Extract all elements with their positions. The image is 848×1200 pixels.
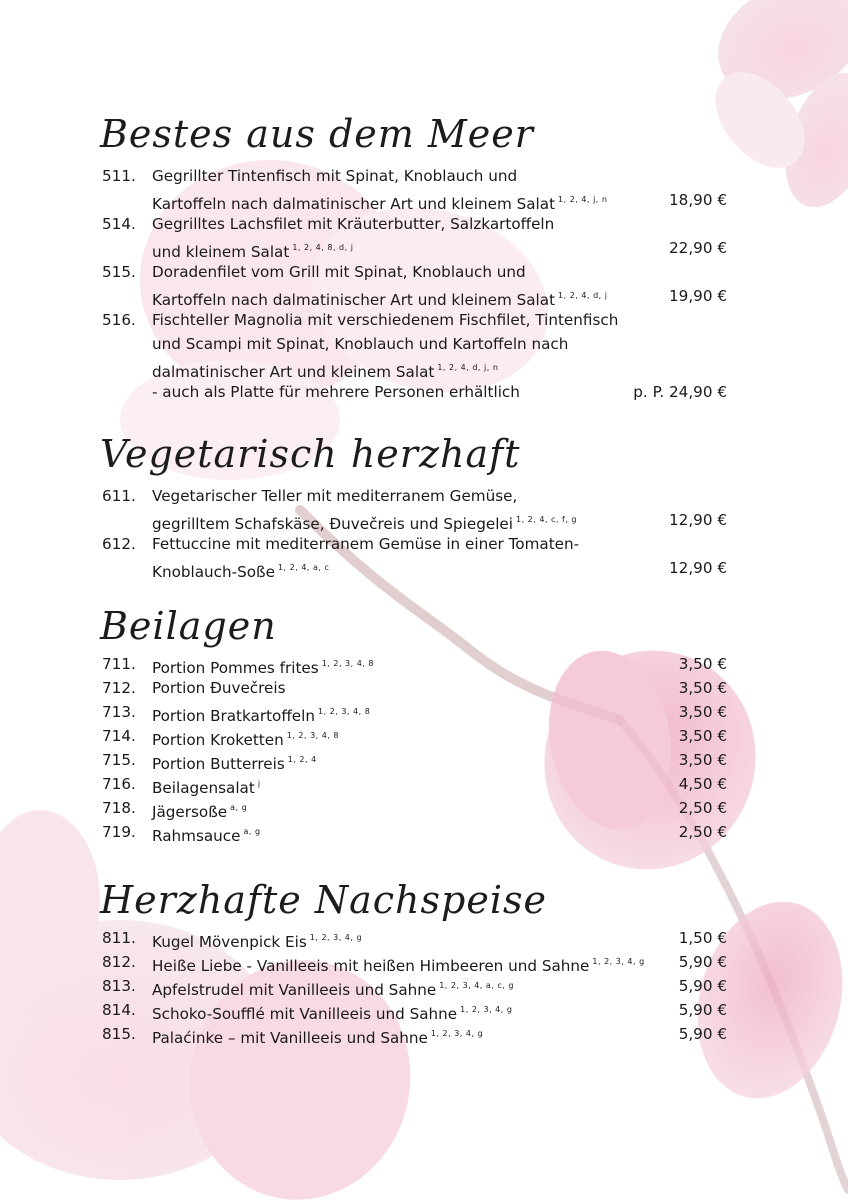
item-number: 716. — [102, 775, 136, 793]
item-text: Kartoffeln nach dalmatinischer Art und kleinem Salat — [152, 291, 556, 309]
item-price: 3,50 € — [678, 679, 727, 697]
allergen-codes: j — [257, 779, 261, 788]
item-text: dalmatinischer Art und kleinem Salat — [152, 363, 435, 381]
menu-item-line — [0, 236, 848, 260]
item-price: 3,50 € — [678, 655, 727, 673]
item-price: 5,90 € — [678, 1025, 727, 1043]
item-text: Portion Butterreis — [152, 755, 285, 773]
menu-item-line — [0, 676, 848, 700]
item-number: 815. — [102, 1025, 136, 1043]
item-text: Kartoffeln nach dalmatinischer Art und kleinem Salat — [152, 195, 556, 213]
item-description — [152, 212, 554, 236]
item-text: Beilagensalat — [152, 779, 255, 797]
menu-item-line — [0, 772, 848, 796]
section-title: Vegetarisch herzhaft — [100, 432, 521, 476]
menu-item-line — [0, 284, 848, 308]
item-text: Jägersoße — [152, 803, 228, 821]
menu-item-line — [0, 796, 848, 820]
item-text: Knoblauch-Soße — [152, 563, 275, 581]
item-text: Rahmsauce — [152, 827, 241, 845]
section-title: Bestes aus dem Meer — [100, 112, 534, 156]
item-number: 511. — [102, 167, 136, 185]
item-number: 514. — [102, 215, 136, 233]
item-number: 719. — [102, 823, 136, 841]
item-price: 3,50 € — [678, 751, 727, 769]
item-price: 3,50 € — [678, 703, 727, 721]
item-number: 718. — [102, 799, 136, 817]
menu-item-line — [0, 926, 848, 950]
item-text: Palaćinke – mit Vanilleeis und Sahne — [152, 1029, 428, 1047]
item-number: 515. — [102, 263, 136, 281]
item-text: Fettuccine mit mediterranem Gemüse in einer Tomaten- — [152, 535, 580, 553]
item-text: Gegrillter Tintenfisch mit Spinat, Knoblauch und — [152, 167, 518, 185]
item-text: Fischteller Magnolia mit verschiedenem Fischfilet, Tintenfisch — [152, 311, 619, 329]
allergen-codes: 1, 2, 4, a, c — [277, 563, 330, 572]
item-number: 813. — [102, 977, 136, 995]
allergen-codes: 1, 2, 4, d, j, n — [437, 363, 499, 372]
menu-item-line — [0, 700, 848, 724]
item-note: - auch als Platte für mehrere Personen erhältlich — [152, 383, 520, 401]
allergen-codes: 1, 2, 3, 4, g — [309, 933, 363, 942]
item-description — [152, 1022, 483, 1050]
allergen-codes: 1, 2, 3, 4, g — [430, 1029, 484, 1038]
item-price: 2,50 € — [678, 799, 727, 817]
menu-item-line — [0, 484, 848, 508]
item-text: Schoko-Soufflé mit Vanilleeis und Sahne — [152, 1005, 458, 1023]
allergen-codes: 1, 2, 3, 4, g — [592, 957, 645, 966]
menu-item-line — [0, 556, 848, 580]
allergen-codes: 1, 2, 3, 4, g — [460, 1005, 513, 1014]
menu-item-line — [0, 164, 848, 188]
item-price: p. P. 24,90 € — [633, 383, 727, 401]
section-title: Beilagen — [100, 604, 277, 648]
item-text: Vegetarischer Teller mit mediterranem Gemüse, — [152, 487, 518, 505]
item-description — [152, 332, 568, 356]
allergen-codes: a, g — [230, 803, 248, 812]
item-description — [152, 484, 517, 508]
item-price: 5,90 € — [678, 953, 727, 971]
item-text: Portion Kroketten — [152, 731, 284, 749]
item-description — [152, 820, 261, 848]
item-number: 715. — [102, 751, 136, 769]
allergen-codes: 1, 2, 3, 4, a, c, g — [439, 981, 514, 990]
item-number: 516. — [102, 311, 136, 329]
menu-item-line — [0, 998, 848, 1022]
item-price: 2,50 € — [678, 823, 727, 841]
item-number: 714. — [102, 727, 136, 745]
item-text: Gegrilltes Lachsfilet mit Kräuterbutter, Salzkartoffeln — [152, 215, 555, 233]
allergen-codes: 1, 2, 3, 4, 8 — [321, 659, 374, 668]
item-price: 18,90 € — [669, 191, 727, 209]
item-price: 3,50 € — [678, 727, 727, 745]
menu-item-line — [0, 950, 848, 974]
item-text: Apfelstrudel mit Vanilleeis und Sahne — [152, 981, 437, 999]
menu-item-line — [0, 260, 848, 284]
item-number: 713. — [102, 703, 136, 721]
item-text: Heiße Liebe - Vanilleeis mit heißen Himbeeren und Sahne — [152, 957, 590, 975]
allergen-codes: 1, 2, 3, 4, 8 — [286, 731, 340, 740]
menu-item-line — [0, 188, 848, 212]
menu-item-line — [0, 212, 848, 236]
item-number: 611. — [102, 487, 136, 505]
item-text: und kleinem Salat — [152, 243, 290, 261]
item-price: 19,90 € — [669, 287, 727, 305]
item-text: und Scampi mit Spinat, Knoblauch und Kartoffeln nach — [152, 335, 569, 353]
item-price: 1,50 € — [678, 929, 727, 947]
menu-item-line — [0, 1022, 848, 1046]
menu-item-line — [0, 724, 848, 748]
menu-item-line — [0, 532, 848, 556]
item-number: 711. — [102, 655, 136, 673]
item-text: Portion Pommes frites — [152, 659, 319, 677]
menu-item-line — [0, 508, 848, 532]
allergen-codes: a, g — [243, 827, 261, 836]
item-price: 4,50 € — [678, 775, 727, 793]
item-number: 812. — [102, 953, 136, 971]
item-description — [152, 556, 329, 584]
item-price: 5,90 € — [678, 1001, 727, 1019]
item-text: Doradenfilet vom Grill mit Spinat, Knoblauch und — [152, 263, 526, 281]
item-text: Kugel Mövenpick Eis — [152, 933, 307, 951]
item-description — [152, 676, 286, 700]
section-title: Herzhafte Nachspeise — [100, 878, 547, 922]
item-price: 12,90 € — [669, 559, 727, 577]
menu-item-line — [0, 652, 848, 676]
item-number: 612. — [102, 535, 136, 553]
item-text: Portion Bratkartoffeln — [152, 707, 315, 725]
item-text: Portion Đuvečreis — [152, 679, 286, 697]
item-number: 712. — [102, 679, 136, 697]
item-description — [152, 260, 526, 284]
item-price: 5,90 € — [678, 977, 727, 995]
allergen-codes: 1, 2, 4, d, j — [558, 291, 608, 300]
allergen-codes: 1, 2, 4, c, f, g — [516, 515, 577, 524]
item-description — [152, 164, 517, 188]
menu-item-line — [0, 748, 848, 772]
menu-item-line — [0, 820, 848, 844]
allergen-codes: 1, 2, 4, 8, d, j — [292, 243, 354, 252]
allergen-codes: 1, 2, 4, j, n — [558, 195, 608, 204]
allergen-codes: 1, 2, 4 — [287, 755, 317, 764]
item-number: 814. — [102, 1001, 136, 1019]
item-number: 811. — [102, 929, 136, 947]
menu-item-note-line — [0, 380, 848, 404]
item-price: 22,90 € — [669, 239, 727, 257]
item-price: 12,90 € — [669, 511, 727, 529]
menu-item-line — [0, 332, 848, 356]
allergen-codes: 1, 2, 3, 4, 8 — [317, 707, 371, 716]
item-description — [152, 532, 579, 556]
menu-item-line — [0, 308, 848, 332]
item-text: gegrilltem Schafskäse, Đuvečreis und Spiegelei — [152, 515, 513, 533]
item-description — [152, 308, 618, 332]
menu-item-line — [0, 356, 848, 380]
menu-item-line — [0, 974, 848, 998]
